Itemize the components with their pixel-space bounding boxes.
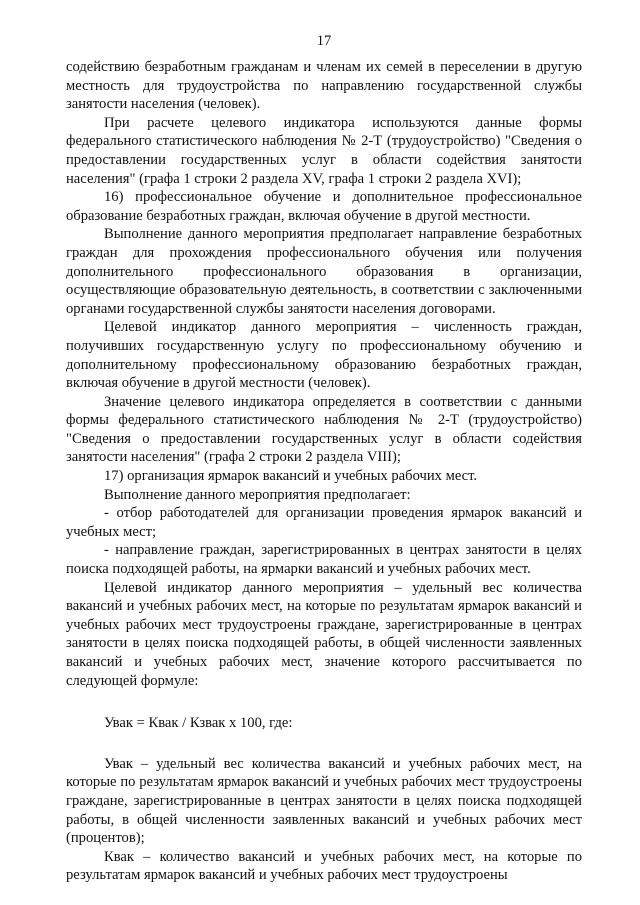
paragraph-item-17-intro: Выполнение данного мероприятия предполагает:: [104, 486, 411, 503]
formula: Увак = Квак / Кзвак х 100, где:: [104, 715, 293, 732]
definition-uvak: Увак – удельный вес количества вакансий и учебных рабочих мест, на которые по результатам ярмарок вакансий и учебных рабочих мест трудоустроены граждане, зарегистрированные в центрах занятости в целях поиска подходящей работы, в общей численности заявленных вакансий и учебных рабочих мест (процентов);: [66, 755, 582, 847]
paragraph-item-17-bullet-2: - направление граждан, зарегистрированных в центрах занятости в целях поиска подходящей работы, на ярмарки вакансий и учебных рабочих мест.: [66, 542, 582, 578]
page-number: 17: [316, 33, 332, 49]
paragraph-item-17-bullet-1: - отбор работодателей для организации проведения ярмарок вакансий и учебных мест;: [66, 505, 582, 540]
paragraph-item-16-indicator: Целевой индикатор данного мероприятия – численность граждан, получивших государственную услугу по профессиональному обучению и дополнительному профессиональному образованию безработных граждан, включая обучение в другой местности (человек).: [66, 319, 582, 392]
paragraph-item-16-description: Выполнение данного мероприятия предполагает направление безработных граждан для прохождения профессионального обучения или получения дополнительного профессионального образования в организации, осуществляющие образовательную деятельность, в соответствии с заключенными органами государственной службы занятости населения договорами.: [66, 226, 582, 317]
definition-kvak: Квак – количество вакансий и учебных рабочих мест, на которые по результатам ярмарок вакансий и учебных рабочих мест трудоустроены: [66, 848, 582, 884]
paragraph-indicator-calculation: При расчете целевого индикатора используются данные формы федерального статистического наблюдения № 2-Т (трудоустройство) "Сведения о предоставлении государственных услуг в области содействия занятости населения" (графа 1 строки 2 раздела XV, графа 1 строки 2 раздела XVI);: [66, 114, 582, 187]
paragraph-item-16: 16) профессиональное обучение и дополнительное профессиональное образование безработных граждан, включая обучение в другой местности.: [66, 189, 582, 224]
paragraph-item-17: 17) организация ярмарок вакансий и учебных рабочих мест.: [104, 468, 478, 485]
paragraph-item-17-indicator: Целевой индикатор данного мероприятия – удельный вес количества вакансий и учебных рабочих мест, на которые по результатам ярмарок вакансий и учебных рабочих мест трудоустроены граждане, зарегистрированные в центрах занятости в целях поиска подходящей работы, в общей численности заявленных вакансий и учебных рабочих мест, значение которого рассчитывается по следующей формуле:: [66, 579, 582, 689]
paragraph-continuation: содействию безработным гражданам и членам их семей в переселении в другую местность для трудоустройства по направлению государственной службы занятости населения (человек).: [66, 59, 582, 113]
paragraph-item-16-indicator-source: Значение целевого индикатора определяется в соответствии с данными формы федерального статистического наблюдения № 2-Т (трудоустройство) "Сведения о предоставлении государственных услуг в области содействия занятости населения" (графа 2 строки 2 раздела VIII);: [66, 393, 582, 466]
